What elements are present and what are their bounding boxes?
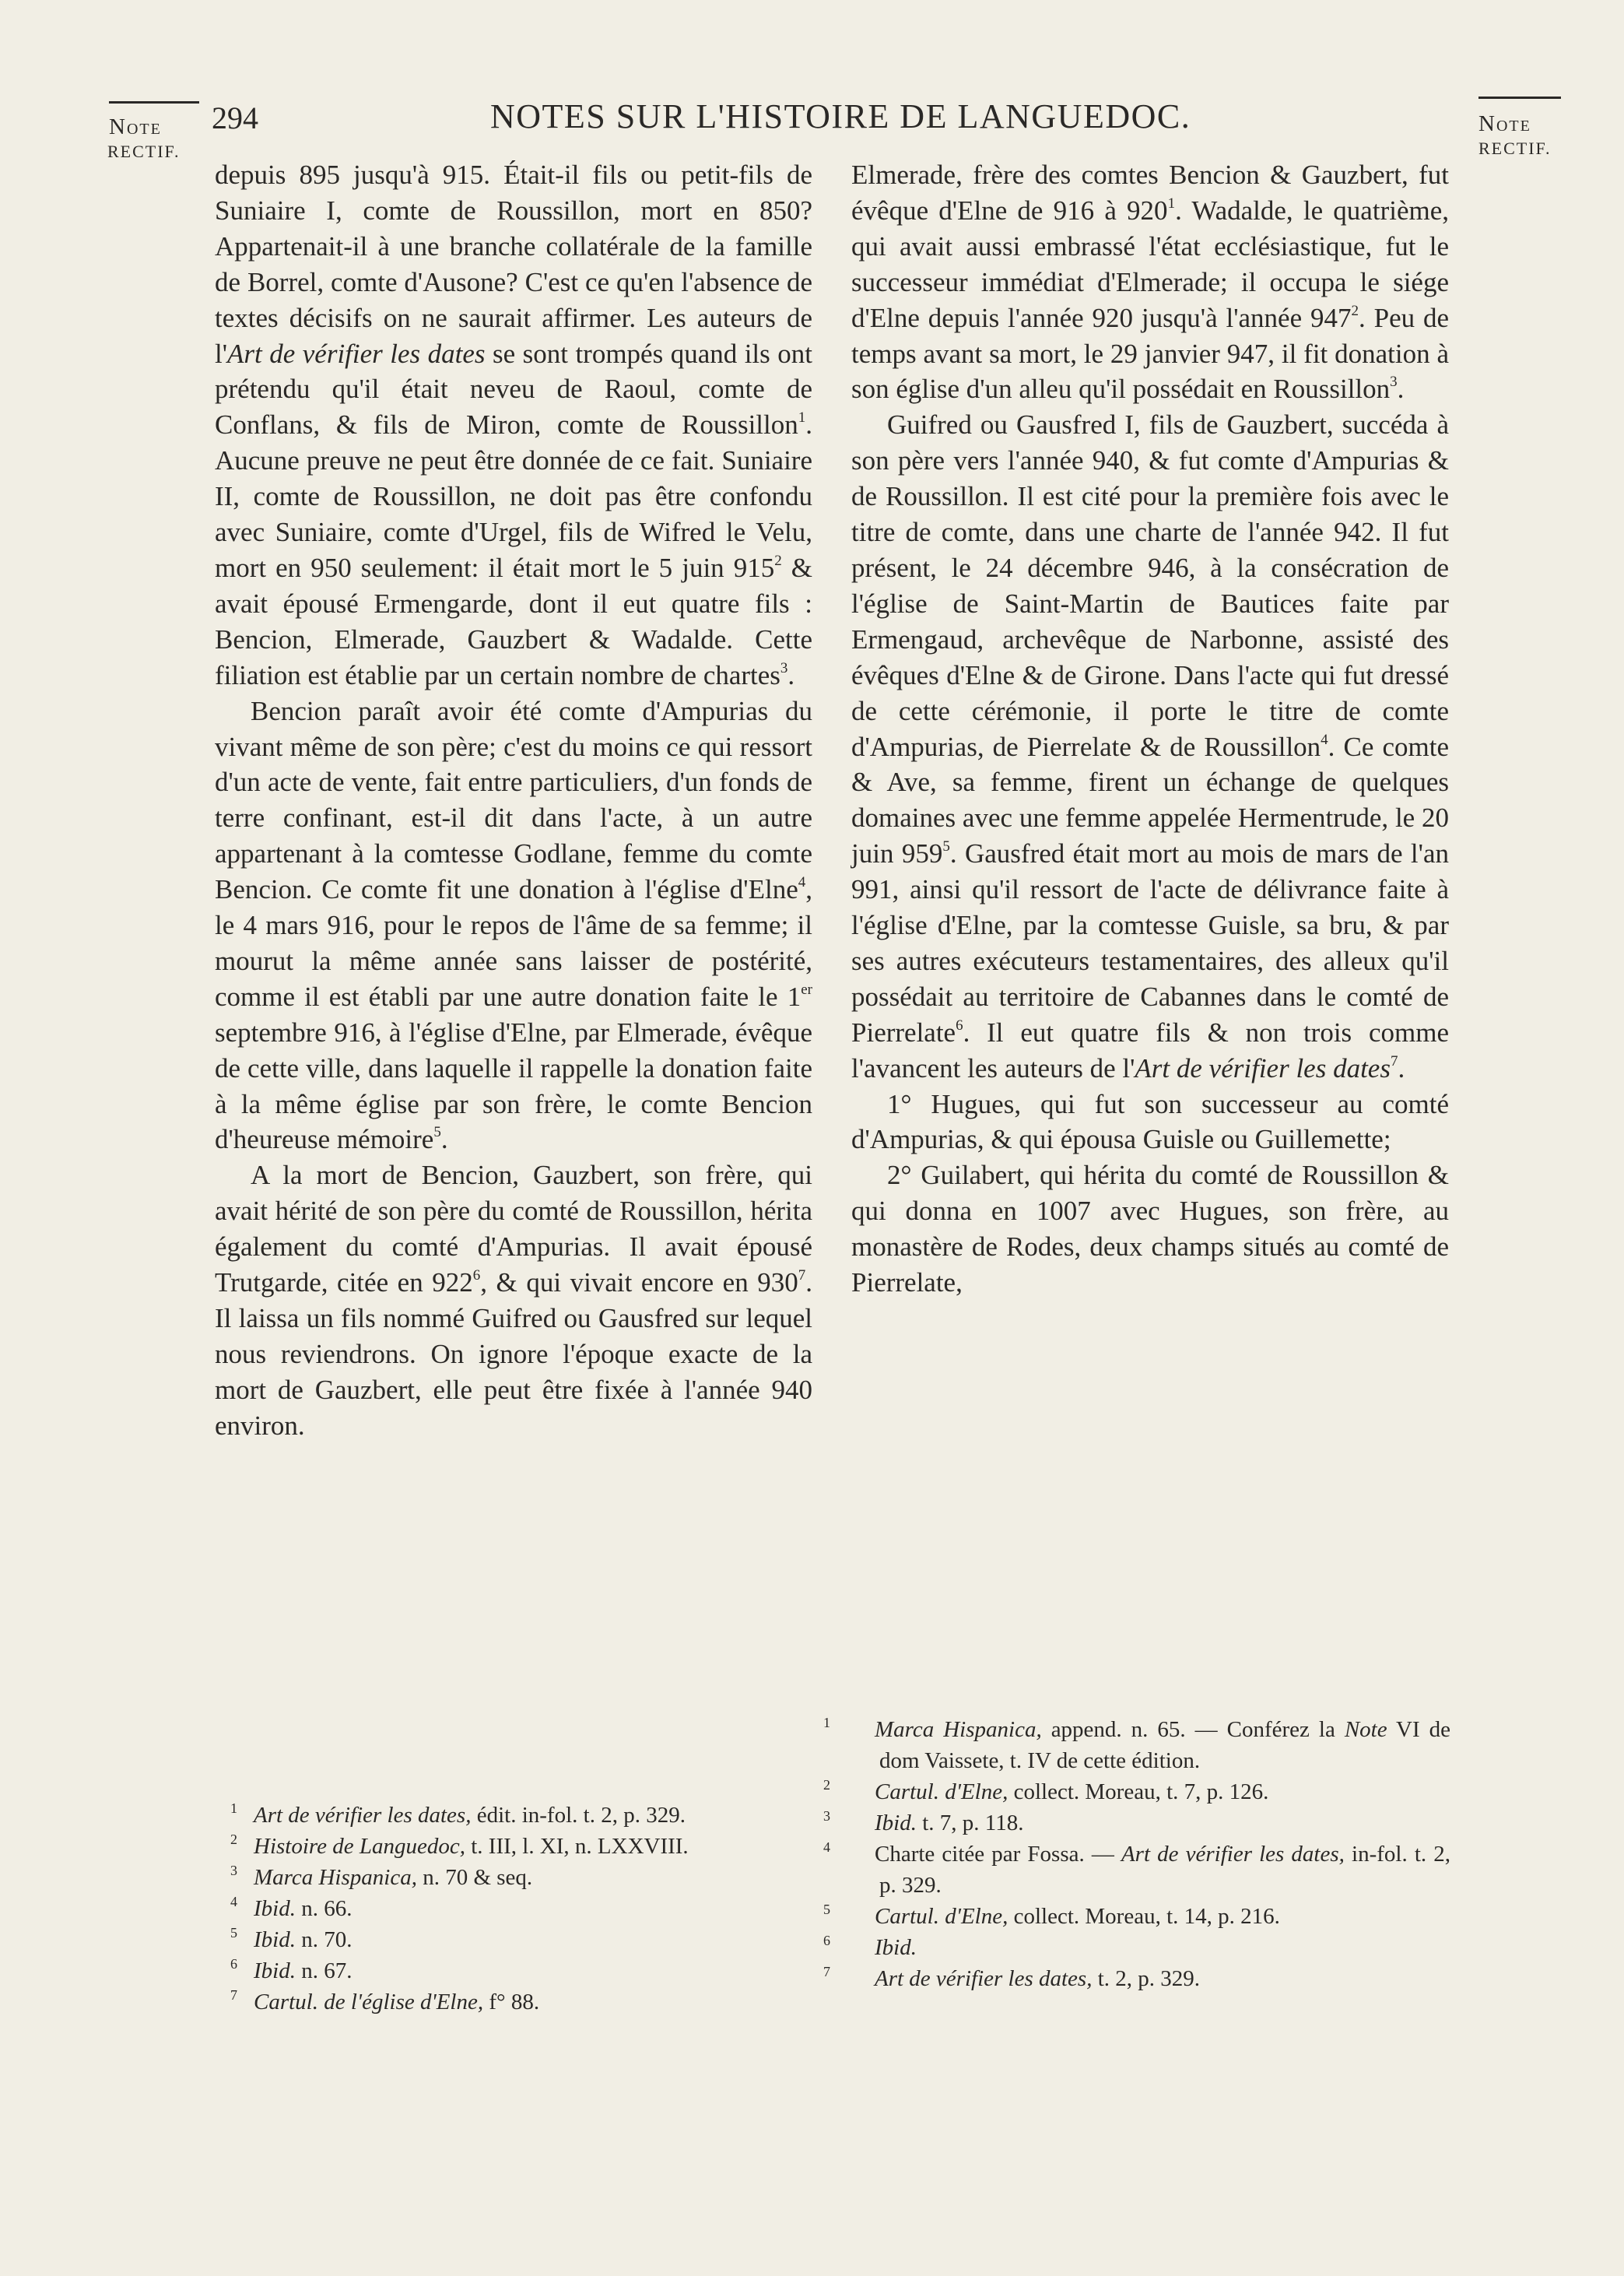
footnote-ref: 3 xyxy=(1390,374,1398,391)
footnote-ref: 6 xyxy=(956,1017,963,1034)
footnote: 5 Cartul. d'Elne, collect. Moreau, t. 14, p. 216. xyxy=(823,1902,1280,1929)
margin-note-right xyxy=(1478,97,1561,159)
left-paragraph-3: A la mort de Bencion, Gauzbert, son frère, qui avait hérité de son père du comté de Roussillon, hérita également du comté d'Ampurias. Il avait épousé Trutgarde, citée en $922^6$, & qui vivait encore en $930^7$. Il laissa un fils nommé Guifred ou Gausfred sur lequel nous reviendrons. On ignore l'époque exacte de la mort de Gauzbert, elle peut être fixée à l'année 940 environ. xyxy=(215,1160,813,1441)
footnote: 3 Ibid. t. 7, p. 118. xyxy=(823,1808,1024,1835)
footnote: 5 Ibid. n. 70. xyxy=(230,1925,353,1952)
right-paragraph-1: Elmerade, frère des comtes Bencion & Gauzbert, fut évêque d'Elne de 916 à $920^1$. Wadalde, le quatrième, qui avait aussi embrassé l'état ecclésiastique, fut le successeur immédiat d'Elmerade; il occupa le siége d'Elne depuis l'année 920 jusqu'à l'année $947^2$. Peu de temps avant sa mort, le 29 janvier 947, il fit donation à son église d'un alleu qu'il possédait en Roussillon$^3$. xyxy=(851,160,1449,405)
left-paragraph-2: Bencion paraît avoir été comte d'Ampurias du vivant même de son père; c'est du moins ce qui ressort d'un acte de vente, fait entre particuliers, d'un fonds de terre confinant, est-il dit dans l'acte, à un autre appartenant à la comtesse Godlane, femme du comte Bencion. Ce comte fit une donation à l'église d'Elne$^4$, le 4 mars 916, pour le repos de l'âme de sa femme; il mourut la même année sans laisser de postérité, comme il est établi par une autre donation faite le 1er septembre 916, à l'église d'Elne, par Elmerade, évêque de cette ville, dans laquelle il rappelle la donation faite à la même église par son frère, le comte Bencion d'heureuse mémoire$^5$. xyxy=(215,695,812,1155)
footnote: 6 Ibid. n. 67. xyxy=(230,1956,353,1983)
footnote-ref: 1 xyxy=(798,409,806,427)
work-title: Art de vérifier les dates xyxy=(1135,1052,1391,1084)
margin-note-left xyxy=(109,101,199,162)
footnotes-right xyxy=(823,1714,1451,1994)
margin-note-right-line2: RECTIF. xyxy=(1478,139,1552,158)
footnote-ref: 3 xyxy=(780,659,788,676)
page-number: 294 xyxy=(212,100,258,135)
footnote-ref: 2 xyxy=(1351,302,1359,319)
footnote: 1 Art de vérifier les dates, édit. in-fol. t. 2, p. 329. xyxy=(230,1800,686,1828)
footnote-ref: 1 xyxy=(1167,195,1176,212)
footnote-ref: 7 xyxy=(798,1267,806,1284)
footnote-ref: 5 xyxy=(942,838,950,855)
footnote: 6 Ibid. xyxy=(823,1933,917,1960)
footnote-ref: 7 xyxy=(1390,1052,1398,1070)
right-paragraph-4: 2° Guilabert, qui hérita du comté de Roussillon & qui donna en 1007 avec Hugues, son frère, au monastère de Rodes, deux champs situés au comté de Pierrelate, xyxy=(851,1160,1449,1298)
right-paragraph-2: Guifred ou Gausfred I, fils de Gauzbert, succéda à son père vers l'année 940, & fut comte d'Ampurias & de Roussillon. Il est cité pour la première fois avec le titre de comte, dans une charte de l'année 942. Il fut présent, le 24 décembre 946, à la consécration de l'église de Saint-Martin de Bautices faite par Ermengaud, archevêque de Narbonne, assisté des évêques d'Elne & de Girone. Dans l'acte qui fut dressé de cette cérémonie, il porte le titre de comte d'Ampurias, de Pierrelate & de Roussillon$^4$. Ce comte & Ave, sa femme, firent un échange de quelques domaines avec une femme appelée Hermentrude, le 20 juin $959^5$. Gausfred était mort au mois de mars de l'an 991, ainsi qu'il ressort de l'acte de délivrance faite à l'église d'Elne, par la comtesse Guisle, sa bru, & par ses autres exécuteurs testamentaires, des alleux qu'il possédait au territoire de Cabannes dans le comté de Pierrelate$^6$. Il eut quatre fils & non trois comme l'avancent les auteurs de l'Art de vérifier les dates$^7$. xyxy=(851,409,1449,1084)
footnote-ref: 2 xyxy=(774,552,782,569)
footnote: 4 Charte citée par Fossa. — Art de vérifier les dates, in-fol. t. 2, p. 329. xyxy=(823,1839,1450,1898)
footnote: 7 Cartul. de l'église d'Elne, f° 88. xyxy=(230,1987,540,2014)
margin-note-left-line2: RECTIF. xyxy=(107,142,181,161)
margin-note-right-line1: Note xyxy=(1478,111,1531,136)
work-title: Art de vérifier les dates xyxy=(227,338,486,369)
footnote: 1 Marca Hispanica, append. n. 65. — Conférez la Note VI de dom Vaissete, t. IV de cette édition. xyxy=(823,1715,1451,1773)
footnote-ref: 4 xyxy=(1321,731,1328,748)
right-column xyxy=(851,157,1449,1301)
left-column xyxy=(215,157,812,1444)
footnote-ref: 4 xyxy=(798,874,806,891)
right-paragraph-3: 1° Hugues, qui fut son successeur au comté d'Ampurias, & qui épousa Guisle ou Guillemette; xyxy=(851,1088,1449,1155)
running-head: NOTES SUR L'HISTOIRE DE LANGUEDOC. xyxy=(490,97,1191,135)
footnote: 4 Ibid. n. 66. xyxy=(230,1894,353,1921)
footnote-ref: 6 xyxy=(472,1267,481,1284)
ordinal-suffix: er xyxy=(801,981,812,998)
margin-note-left-line1: Note xyxy=(109,114,162,139)
footnote: 2 Cartul. d'Elne, collect. Moreau, t. 7, p. 126. xyxy=(823,1777,1269,1804)
footnote: 7 Art de vérifier les dates, t. 2, p. 329. xyxy=(823,1964,1201,1991)
footnotes-left xyxy=(230,1800,830,2018)
footnote: 2 Histoire de Languedoc, t. III, l. XI, n. LXXVIII. xyxy=(230,1832,689,1859)
left-paragraph-1: depuis 895 jusqu'à 915. Était-il fils ou petit-fils de Suniaire I, comte de Roussillon, mort en 850? Appartenait-il à une branche collatérale de la famille de Borrel, comte d'Ausone? C'est ce qu'en l'absence de textes décisifs on ne saurait affirmer. Les auteurs de l'Art de vérifier les dates se sont trompés quand ils ont prétendu qu'il était neveu de Raoul, comte de Conflans, & fils de Miron, comte de Roussillon$^1$. Aucune preuve ne peut être donnée de ce fait. Suniaire II, comte de Roussillon, ne doit pas être confondu avec Suniaire, comte d'Urgel, fils de Wifred le Velu, mort en 950 seulement: il était mort le 5 juin $915^2$ & avait épousé Ermengarde, dont il eut quatre fils : Bencion, Elmerade, Gauzbert & Wadalde. Cette filiation est établie par un certain nombre de chartes$^3$. xyxy=(215,160,812,690)
footnote-ref: 5 xyxy=(433,1124,441,1141)
footnote: 3 Marca Hispanica, n. 70 & seq. xyxy=(230,1863,533,1890)
